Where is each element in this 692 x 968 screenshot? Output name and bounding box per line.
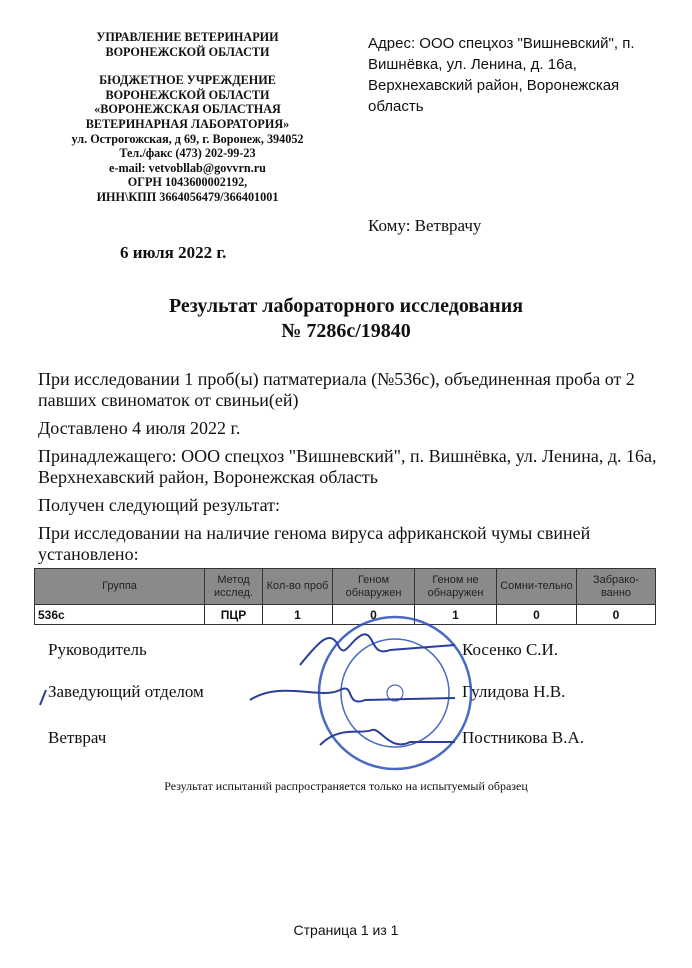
document-title [0,294,692,344]
body-paragraph: Доставлено 4 июля 2022 г. [38,418,241,438]
report-number: № 7286с/19840 [281,320,411,342]
signatory-name: Гулидова Н.В. [462,682,566,701]
table-cell: 0 [497,605,577,625]
letterhead-line: ул. Острогожская, д 69, г. Воронеж, 394052 [71,131,304,146]
letterhead-line: Тел./факс (473) 202-99-23 [119,146,256,161]
body-paragraph: При исследовании на наличие генома вируса африканской чумы свиней установлено: [38,523,591,564]
lab-letterhead [55,30,320,205]
recipient: Кому: Ветврачу [368,216,482,235]
letterhead-line: БЮДЖЕТНОЕ УЧРЕЖДЕНИЕ [99,73,276,88]
body-paragraph: Получен следующий результат: [38,495,281,515]
signatory-name: Косенко С.И. [462,640,559,659]
client-address: Адрес: ООО спецхоз "Вишневский", п. Вишнёвка, ул. Ленина, д. 16а, Верхнехавский район, Воронежская область [368,35,635,115]
table-row [35,605,656,625]
letterhead-line: ВОРОНЕЖСКОЙ ОБЛАСТИ [105,44,270,59]
table-cell: ПЦР [205,605,263,625]
disclaimer: Результат испытаний распространяется только на испытуемый образец [164,779,528,793]
table-cell: 1 [415,605,497,625]
page-number: Страница 1 из 1 [293,922,399,938]
column-header: Метод исслед. [205,569,263,605]
letterhead-line: ИНН\КПП 3664056479/366401001 [96,189,279,204]
letterhead-line: ВЕТЕРИНАРНАЯ ЛАБОРАТОРИЯ» [85,116,290,131]
letterhead-line: ОГРН 1043600002192, [127,175,248,190]
column-header: Сомни-тельно [497,569,577,605]
title-line: Результат лабораторного исследования [168,295,524,317]
letterhead-line: УПРАВЛЕНИЕ ВЕТЕРИНАРИИ [96,30,279,44]
table-cell: 1 [263,605,333,625]
signature-role: Ветврач [48,728,107,747]
column-header: Геном обнаружен [333,569,415,605]
column-header: Геном не обнаружен [415,569,497,605]
body-paragraph: При исследовании 1 проб(ы) патматериала (№536с), объединенная проба от 2 павших свиноматок от свиньи(ей) [38,369,635,410]
signatory-name: Постникова В.А. [462,728,584,747]
column-header: Забрако-ванно [577,569,656,605]
signature-role: Заведующий отделом [48,682,204,701]
column-header: Кол-во проб [263,569,333,605]
table-cell: 0 [333,605,415,625]
letterhead-line: ВОРОНЕЖСКОЙ ОБЛАСТИ [105,87,270,102]
signature-role: Руководитель [48,640,147,659]
letterhead-line: «ВОРОНЕЖСКАЯ ОБЛАСТНАЯ [94,102,281,117]
table-cell: 0 [577,605,656,625]
table-header-row [35,569,656,605]
column-header: Группа [35,569,205,605]
document-date: 6 июля 2022 г. [120,243,227,262]
table-cell: 536с [35,605,205,625]
results-table [34,568,656,625]
body-paragraph: Принадлежащего: ООО спецхоз "Вишневский", п. Вишнёвка, ул. Ленина, д. 16а, Верхнехавский район, Воронежская область [38,446,657,487]
official-stamp [319,617,471,769]
letterhead-line: e-mail: vetvobllab@govvrn.ru [109,160,266,175]
document-body [38,369,658,572]
